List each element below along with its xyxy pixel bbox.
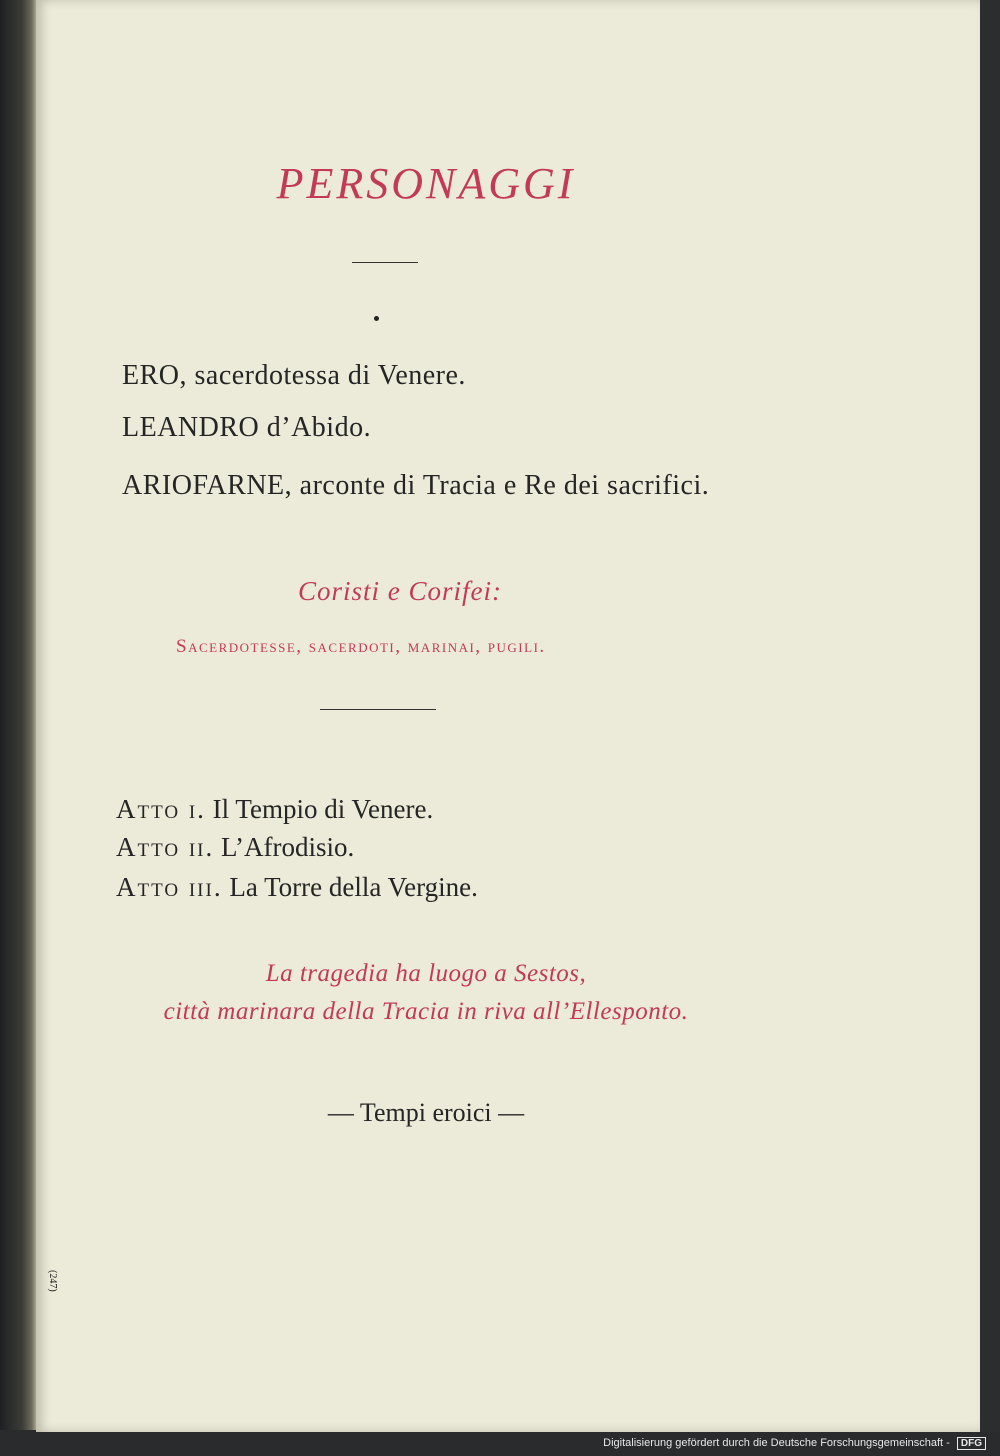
footer-credit-text: Digitalisierung gefördert durch die Deutsche Forschungsgemeinschaft - [603,1437,950,1449]
chorus-heading: Coristi e Corifei: [298,576,503,606]
setting-line-1: La tragedia ha luogo a Sestos, [265,960,587,987]
ornament-dot [374,316,379,321]
act-row [116,872,478,903]
page-title: PERSONAGGI [276,159,576,208]
footer-credit [603,1437,986,1450]
book-binding [0,0,36,1430]
title-rule [352,262,418,263]
character-ariofarne: ARIOFARNE, arconte di Tracia e Re dei sacrifici. [122,470,710,501]
character-ero: ERO, sacerdotessa di Venere. [122,360,466,391]
act-title: Il Tempio di Venere. [212,794,434,824]
act-label: Atto i. [116,794,206,824]
act-label: Atto iii. [116,872,223,902]
era-note: — Tempi eroici — [327,1098,525,1127]
act-title: L’Afrodisio. [221,832,355,862]
background-edge [980,0,1000,1432]
setting-line-2: città marinara della Tracia in riva all’Ellesponto. [163,998,689,1025]
character-leandro: LEANDRO d’Abido. [122,412,372,443]
book-page [36,0,980,1432]
act-label: Atto ii. [116,832,215,862]
margin-note: (247) [47,1270,58,1292]
section-rule [320,709,436,710]
act-title: La Torre della Vergine. [229,872,478,902]
chorus-members: Sacerdotesse, sacerdoti, marinai, pugili. [176,636,546,657]
act-row [116,832,354,863]
act-row [116,794,433,825]
dfg-logo-icon: DFG [957,1437,986,1450]
